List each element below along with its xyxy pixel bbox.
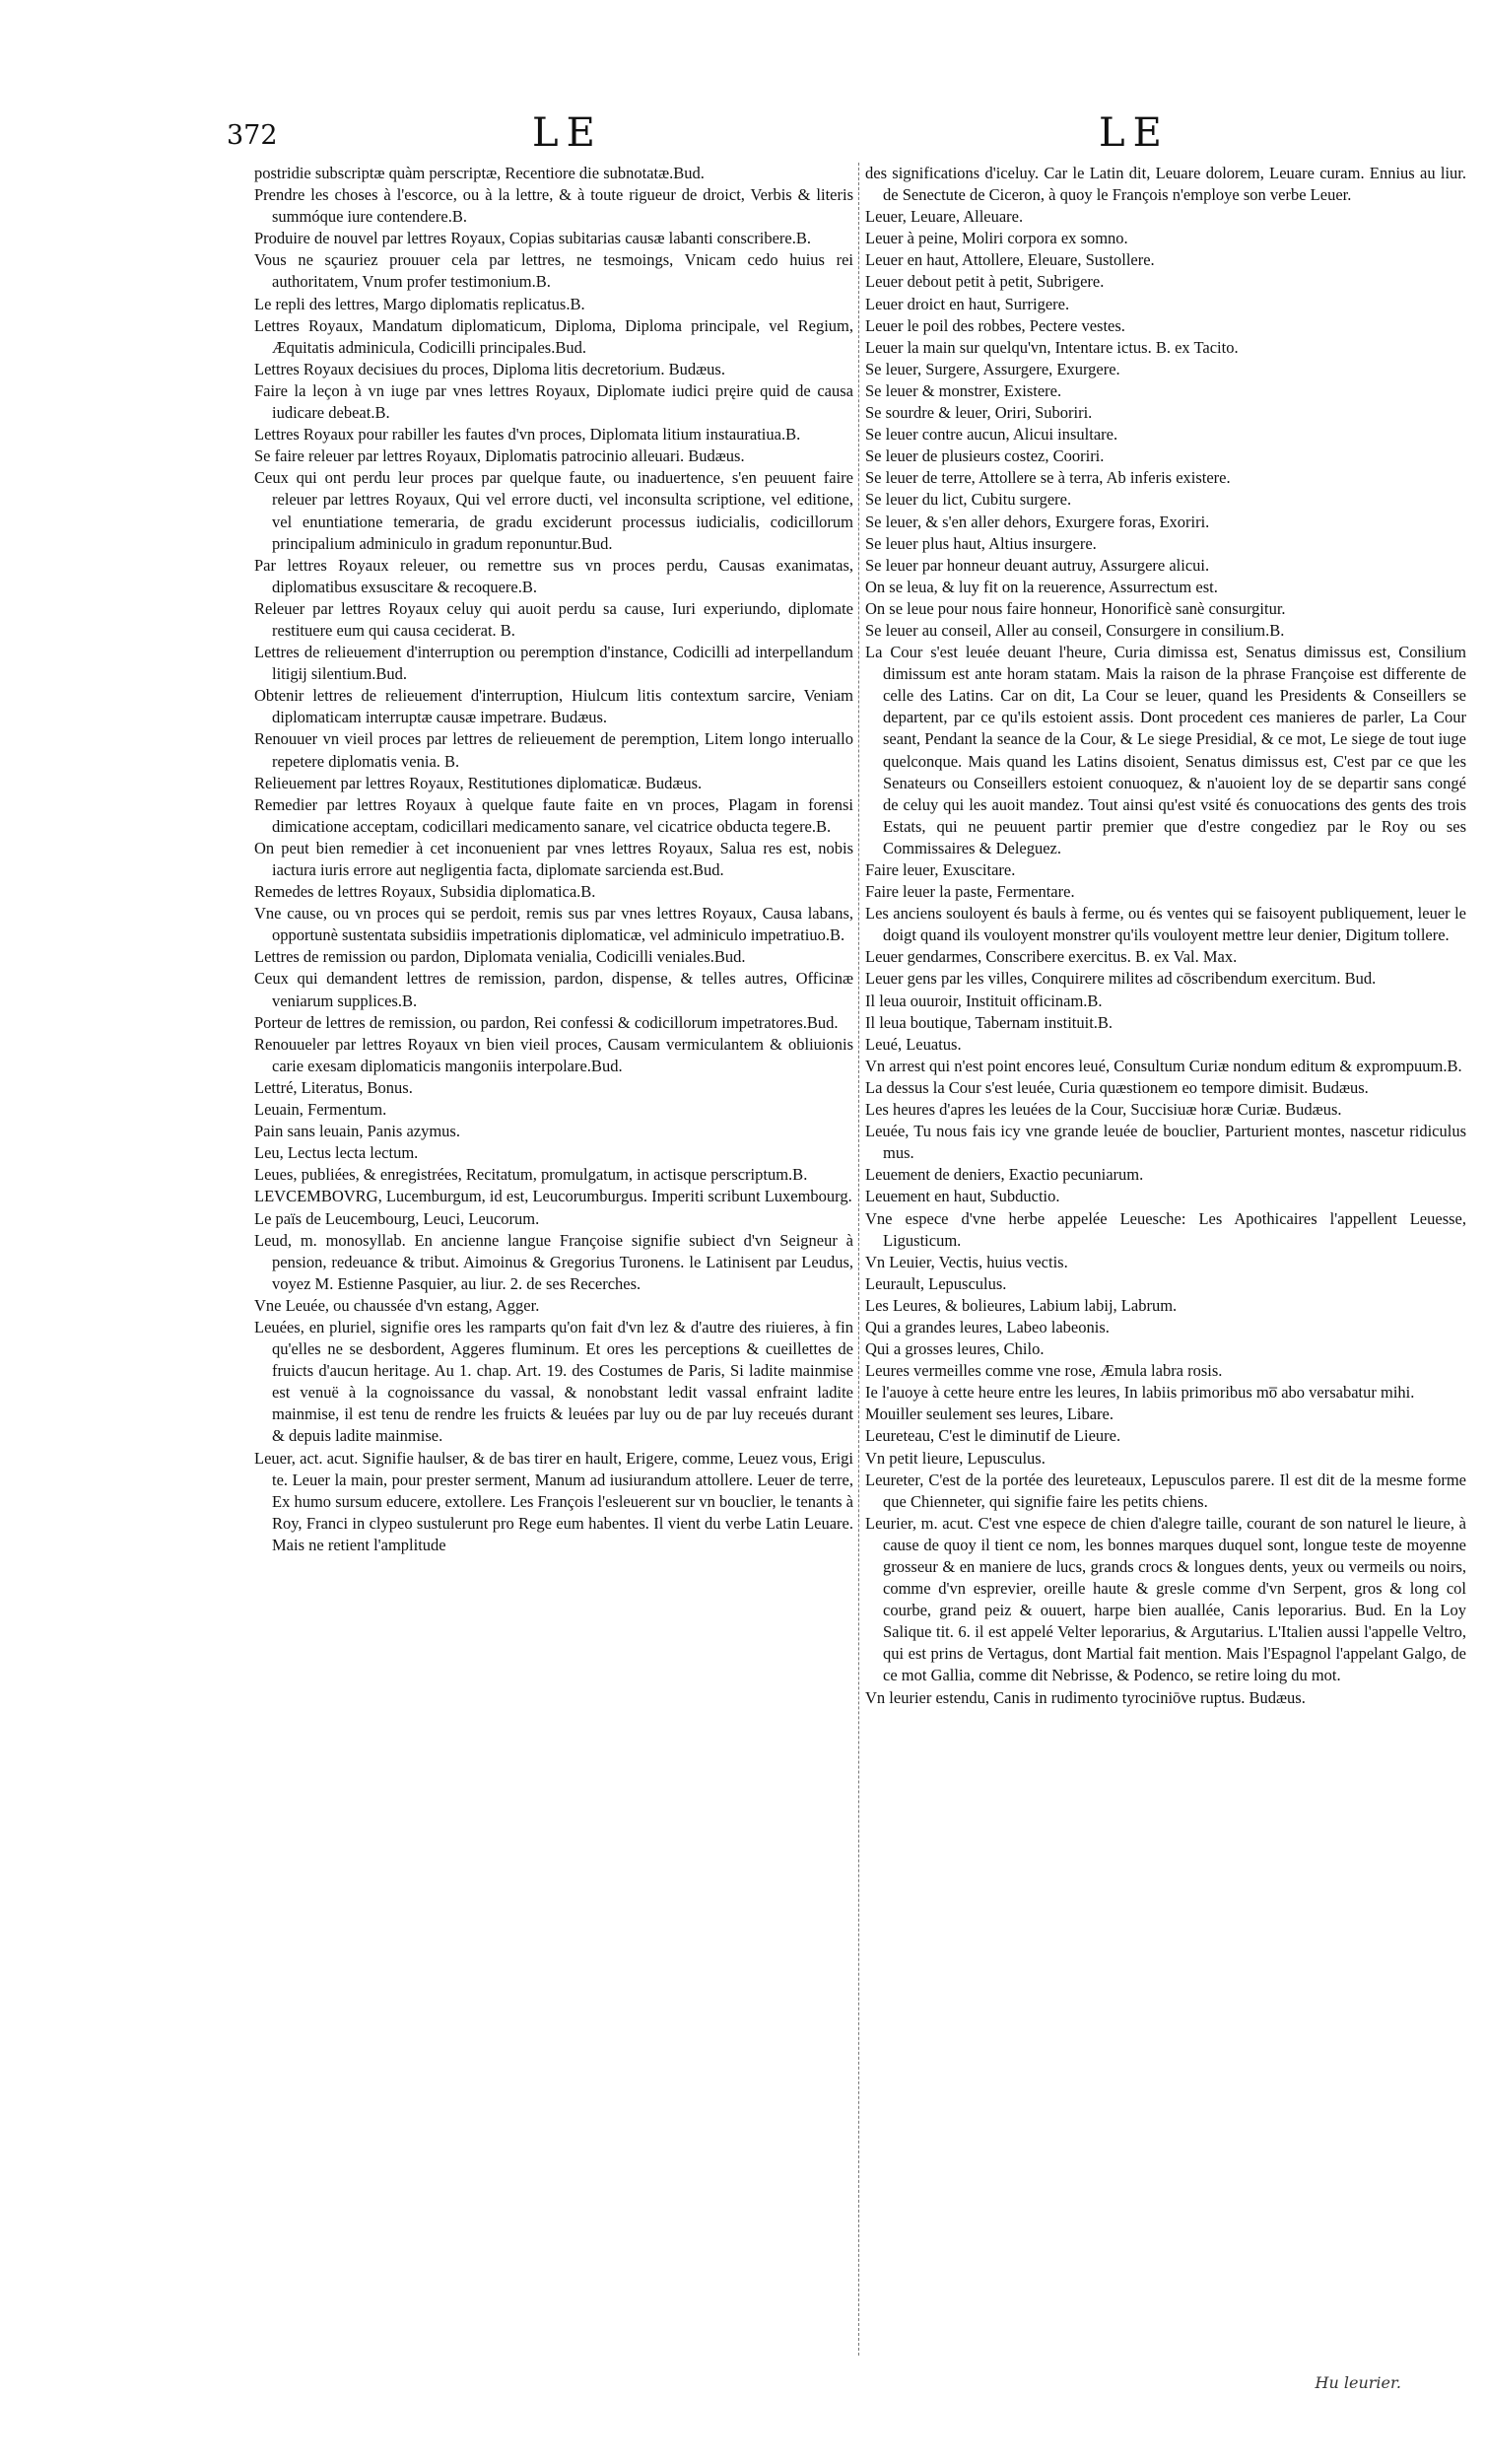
dictionary-entry: Leuer droict en haut, Surrigere.: [865, 294, 1070, 313]
dictionary-entry: Ceux qui demandent lettres de remission, pardon, dispense, & telles autres, Officinæ veniarum supplices.B.: [254, 969, 853, 1010]
dictionary-entry: On se leua, & luy fit on la reuerence, Assurrectum est.: [865, 577, 1218, 596]
dictionary-entry: Faire leuer la paste, Fermentare.: [865, 882, 1075, 902]
dictionary-entry: Leuer le poil des robbes, Pectere vestes.: [865, 315, 1125, 335]
dictionary-entry: Lettré, Literatus, Bonus.: [254, 1077, 413, 1097]
dictionary-entry: Leuer à peine, Moliri corpora ex somno.: [865, 229, 1128, 248]
dictionary-entry: Se leuer, Surgere, Assurgere, Exurgere.: [865, 359, 1120, 378]
dictionary-entry: Leures vermeilles comme vne rose, Æmula labra rosis.: [865, 1361, 1223, 1381]
running-head-right: LE: [1099, 110, 1170, 156]
dictionary-entry: Se leuer & monstrer, Existere.: [865, 380, 1062, 400]
dictionary-entry: Leuement de deniers, Exactio pecuniarum.: [865, 1165, 1144, 1185]
catchword: Hu leurier.: [1315, 2373, 1401, 2392]
dictionary-entry: Se faire releuer par lettres Royaux, Diplomatis patrocinio alleuari. Budæus.: [254, 446, 745, 466]
dictionary-entry: On peut bien remedier à cet inconuenient par vnes lettres Royaux, Salua res est, nobis iactura iuris errore aut negligentia facta, diplomate sarcienda est.Bud.: [254, 838, 853, 879]
dictionary-entry: Se leuer de plusieurs costez, Cooriri.: [865, 446, 1105, 466]
dictionary-entry: Leu, Lectus lecta lectum.: [254, 1143, 419, 1163]
dictionary-entry: Leureter, C'est de la portée des leureteaux, Lepusculos parere. Il est dit de la mesme forme que Chienneter, qui signifie faire les petits chiens.: [865, 1470, 1466, 1511]
dictionary-entry: Il leua boutique, Tabernam instituit.B.: [865, 1012, 1114, 1032]
dictionary-entry: Se leuer du lict, Cubitu surgere.: [865, 490, 1072, 510]
dictionary-entry: Leurault, Lepusculus.: [865, 1273, 1007, 1293]
dictionary-entry: Leuain, Fermentum.: [254, 1100, 387, 1120]
dictionary-entry: Renouueler par lettres Royaux vn bien vieil proces, Causam vermiculantem & obliuionis carie exesam diplomaticis mangoniis interpolare.Bud.: [254, 1034, 853, 1075]
dictionary-entry: Pain sans leuain, Panis azymus.: [254, 1122, 460, 1141]
dictionary-entry: Vn arrest qui n'est point encores leué, Consultum Curiæ nondum editum & exprompuum.B.: [865, 1056, 1462, 1075]
dictionary-entry: Lettres Royaux pour rabiller les fautes d'vn proces, Diplomata litium instauratiua.B.: [254, 425, 801, 445]
dictionary-entry: Lettres de remission ou pardon, Diplomata venialia, Codicilli veniales.Bud.: [254, 947, 746, 967]
dictionary-entry: Lettres de relieuement d'interruption ou peremption d'instance, Codicilli ad interpellandum litigij silentium.Bud.: [254, 643, 853, 684]
dictionary-entry: Ie l'auoye à cette heure entre les leures, In labiis primoribus mo̅ abo versabatur mihi.: [865, 1383, 1415, 1403]
dictionary-entry: postridie subscriptæ quàm perscriptæ, Recentiore die subnotatæ.Bud.: [254, 164, 705, 182]
dictionary-entry: Obtenir lettres de relieuement d'interruption, Hiulcum litis contextum sarcire, Veniam diplomaticam interruptæ causæ impetrare. Budæus.: [254, 686, 853, 727]
dictionary-entry: Mouiller seulement ses leures, Libare.: [865, 1404, 1114, 1424]
dictionary-entry: Se leuer au conseil, Aller au conseil, Consurgere in consilium.B.: [865, 620, 1285, 640]
dictionary-entry: Leurier, m. acut. C'est vne espece de chien d'alegre taille, courant de son naturel le lieure, à cause de quoy il tient ce nom, les bonnes marques duquel sont, longue teste de moyenne grosseur & en maniere de lucs, grands crocs & longues dents, yeux ou vermeils ou noirs, comme d'vn esprevier, oreille haute & gresle comme d'vn Serpent, gros & long col courbe, grand peiz & ouuert, harpe bien auallée, Canis leporarius. Bud. En la Loy Salique tit. 6. il est appelé Velter leporarius, & Argutarius. L'Italien aussi l'appelle Veltro, qui est prins de Vertagus, dont Martial fait mention. Mais l'Espagnol l'appelant Galgo, de ce mot Gallia, comme dit Nebrisse, & Podenco, se retire loing du mot.: [865, 1513, 1466, 1685]
dictionary-entry: Vous ne sçauriez prouuer cela par lettres, ne tesmoings, Vnicam cedo huius rei authoritatem, Vnum profer testimonium.B.: [254, 250, 853, 292]
dictionary-entry: Leuer en haut, Attollere, Eleuare, Sustollere.: [865, 250, 1155, 270]
dictionary-entry: Le repli des lettres, Margo diplomatis replicatus.B.: [254, 294, 585, 313]
dictionary-entry: Relieuement par lettres Royaux, Restitutiones diplomaticæ. Budæus.: [254, 773, 703, 792]
dictionary-entry: Leud, m. monosyllab. En ancienne langue Françoise signifie subiect d'vn Seigneur à pension, redeuance & tribut. Aimoinus & Gregorius Turonens. le Latinisent par Leudus, voyez M. Estienne Pasquier, au liur. 2. de ses Recerches.: [254, 1230, 853, 1293]
dictionary-entry: Les heures d'apres les leuées de la Cour, Succisiuæ horæ Curiæ. Budæus.: [865, 1100, 1342, 1120]
dictionary-entry: Les Leures, & bolieures, Labium labij, Labrum.: [865, 1295, 1178, 1315]
dictionary-entry: Vn Leuier, Vectis, huius vectis.: [865, 1252, 1068, 1271]
dictionary-entry: Renouuer vn vieil proces par lettres de relieuement de peremption, Litem longo interuallo repetere diplomatis venia. B.: [254, 729, 853, 771]
dictionary-entry: Qui a grosses leures, Chilo.: [865, 1339, 1045, 1359]
dictionary-entry: Qui a grandes leures, Labeo labeonis.: [865, 1317, 1110, 1336]
dictionary-entry: Releuer par lettres Royaux celuy qui auoit perdu sa cause, Iuri experiundo, diplomate restituere eum qui causa ceciderat. B.: [254, 598, 853, 640]
dictionary-entry: Leuer gens par les villes, Conquirere milites ad cōscribendum exercitum. Bud.: [865, 969, 1377, 989]
dictionary-entry: Vn leurier estendu, Canis in rudimento tyrociniōve ruptus. Budæus.: [865, 1687, 1306, 1707]
dictionary-entry: Se leuer contre aucun, Alicui insultare.: [865, 425, 1118, 445]
column-divider: [858, 163, 860, 2356]
dictionary-entry: Vne cause, ou vn proces qui se perdoit, remis sus par vnes lettres Royaux, Causa labans, opportunè sustentata subsidiis impetrationis diplomaticæ, vel adminiculo impetratiuo.B.: [254, 904, 853, 945]
dictionary-entry: Vn petit lieure, Lepusculus.: [865, 1448, 1046, 1468]
dictionary-entry: Vne espece d'vne herbe appelée Leuesche: Les Apothicaires l'appellent Leuesse, Ligusticum.: [865, 1208, 1466, 1250]
dictionary-entry: Les anciens souloyent és bauls à ferme, ou és ventes qui se faisoyent publiquement, leuer le doigt quand ils vouloyent monstrer qu'ils vouloyent mettre leur denier, Digitum tollere.: [865, 904, 1466, 945]
dictionary-entry: Se leuer plus haut, Altius insurgere.: [865, 533, 1097, 553]
dictionary-entry: Faire leuer, Exuscitare.: [865, 860, 1016, 879]
dictionary-entry: Leureteau, C'est le diminutif de Lieure.: [865, 1426, 1121, 1446]
dictionary-entry: Par lettres Royaux releuer, ou remettre sus vn proces perdu, Causas exanimatas, diplomatibus exsuscitare & recoquere.B.: [254, 555, 853, 596]
dictionary-entry: Remedes de lettres Royaux, Subsidia diplomatica.B.: [254, 882, 596, 902]
dictionary-entry: LEVCEMBOVRG, Lucemburgum, id est, Leucorumburgus. Imperiti scribunt Luxembourg.: [254, 1187, 852, 1206]
dictionary-entry: Ceux qui ont perdu leur proces par quelque faute, ou inaduertence, s'en peuuent faire releuer par lettres Royaux, Qui vel errore ducti, vel inconsulta scriptione, vel editione, vel enuntiatione temeraria, de gradu exciderunt processus iudicialis, codicillorum principalium adminiculo in gradum reponuntur.Bud.: [254, 468, 853, 553]
dictionary-entry: Leuement en haut, Subductio.: [865, 1187, 1060, 1206]
dictionary-entry: Vne Leuée, ou chaussée d'vn estang, Agger.: [254, 1295, 540, 1315]
dictionary-entry: Faire la leçon à vn iuge par vnes lettres Royaux, Diplomate iudici pręire quid de causa iudicare debeat.B.: [254, 380, 853, 423]
dictionary-entry: des significations d'iceluy. Car le Latin dit, Leuare dolorem, Leuare curam. Ennius au liur. de Senectute de Ciceron, à quoy le François n'employe son verbe Leuer.: [865, 164, 1466, 205]
dictionary-entry: Leuer, act. acut. Signifie haulser, & de bas tirer en hault, Erigere, comme, Leuez vous, Erigi te. Leuer la main, pour prester serment, Manum ad iusiurandum attollere. Leuer de terre, Ex humo sursum educere, extollere. Les François l'esleuerent sur vn bouclier, le tenants à Roy, Franci in clypeo sustulerunt pro Rege eum habentes. Il vient du verbe Latin Leuare. Mais ne retient l'amplitude: [254, 1448, 853, 1554]
page-number: 372: [227, 120, 278, 151]
dictionary-entry: La Cour s'est leuée deuant l'heure, Curia dimissa est, Senatus dimissus est, Consilium dimissum est ante horam statam. Mais la raison de la phrase Françoise est differente de celle des Latins. Car on dit, La Cour se leuer, quand les Presidents & Conseillers se departent, par ce qu'ils estoient assis. Dont procedent ces manieres de parler, La Cour seant, Pendant la seance de la Cour, & Le siege Presidial, & ce mot, Le siege de tout iuge quelconque. Mais quand les Latins disoient, Senatus dimissus est, C'est par ce que les Senateurs ou Conseillers estoient conuoquez, & n'auoient loy de se departir sans congé de celuy qui les auoit mandez. Tout ainsi qu'est vsité és conuocations des gents des trois Estats, qui ne peuuent partir premier que d'estre congediez par le Roy ou ses Commissaires & Deleguez.: [865, 643, 1466, 857]
dictionary-entry: Lettres Royaux decisiues du proces, Diploma litis decretorium. Budæus.: [254, 359, 725, 378]
dictionary-entry: Se leuer, & s'en aller dehors, Exurgere foras, Exoriri.: [865, 512, 1210, 531]
dictionary-entry: Le païs de Leucembourg, Leuci, Leucorum.: [254, 1208, 540, 1228]
dictionary-entry: Prendre les choses à l'escorce, ou à la lettre, & à toute rigueur de droict, Verbis & literis summóque iure contendere.B.: [254, 185, 853, 227]
dictionary-entry: On se leue pour nous faire honneur, Honorificè sanè consurgitur.: [865, 598, 1286, 618]
right-column: [865, 163, 1466, 2356]
dictionary-entry: Leuée, Tu nous fais icy vne grande leuée de bouclier, Parturient montes, nascetur ridiculus mus.: [865, 1122, 1466, 1163]
running-head-left: LE: [532, 110, 603, 156]
dictionary-entry: Porteur de lettres de remission, ou pardon, Rei confessi & codicillorum impetratores.Bud.: [254, 1012, 839, 1032]
dictionary-entry: Se leuer par honneur deuant autruy, Assurgere alicui.: [865, 555, 1210, 575]
dictionary-entry: Se leuer de terre, Attollere se à terra, Ab inferis existere.: [865, 468, 1231, 488]
dictionary-entry: Il leua ouuroir, Instituit officinam.B.: [865, 991, 1103, 1010]
dictionary-entry: Remedier par lettres Royaux à quelque faute faite en vn proces, Plagam in forensi dimicatione acceptam, codicillari medicamento sanare, vel cicatrice obducta tegere.B.: [254, 794, 853, 836]
dictionary-entry: Leuer, Leuare, Alleuare.: [865, 207, 1024, 227]
dictionary-entry: Se sourdre & leuer, Oriri, Suboriri.: [865, 403, 1093, 423]
dictionary-entry: Lettres Royaux, Mandatum diplomaticum, Diploma, Diploma principale, vel Regium, Æquitatis adminicula, Codicilli principales.Bud.: [254, 315, 853, 357]
dictionary-entry: Leuer gendarmes, Conscribere exercitus. B. ex Val. Max.: [865, 947, 1238, 967]
dictionary-entry: Leues, publiées, & enregistrées, Recitatum, promulgatum, in actisque perscriptum.B.: [254, 1165, 808, 1185]
dictionary-entry: Leuer la main sur quelqu'vn, Intentare ictus. B. ex Tacito.: [865, 337, 1239, 357]
dictionary-entry: Produire de nouvel par lettres Royaux, Copias subitarias causæ labanti conscribere.B.: [254, 229, 811, 248]
dictionary-entry: La dessus la Cour s'est leuée, Curia quæstionem eo tempore dimisit. Budæus.: [865, 1077, 1369, 1097]
left-column: [254, 163, 853, 2356]
dictionary-entry: Leuées, en pluriel, signifie ores les ramparts qu'on fait d'vn lez & d'autre des riuieres, à fin qu'elles ne se desbordent, Aggeres fluminum. Et ores les perceptions & cueillettes de fruicts d'aucun heritage. Au 1. chap. Art. 19. des Costumes de Paris, Si ladite mainmise est venuë à la cognoissance du vassal, & nonobstant ledit vassal enfraint ladite mainmise, il est tenu de rendre les fruicts & leuées par luy ou de par luy receués durant & depuis ladite mainmise.: [254, 1317, 853, 1446]
dictionary-entry: Leué, Leuatus.: [865, 1034, 962, 1054]
dictionary-entry: Leuer debout petit à petit, Subrigere.: [865, 272, 1105, 292]
